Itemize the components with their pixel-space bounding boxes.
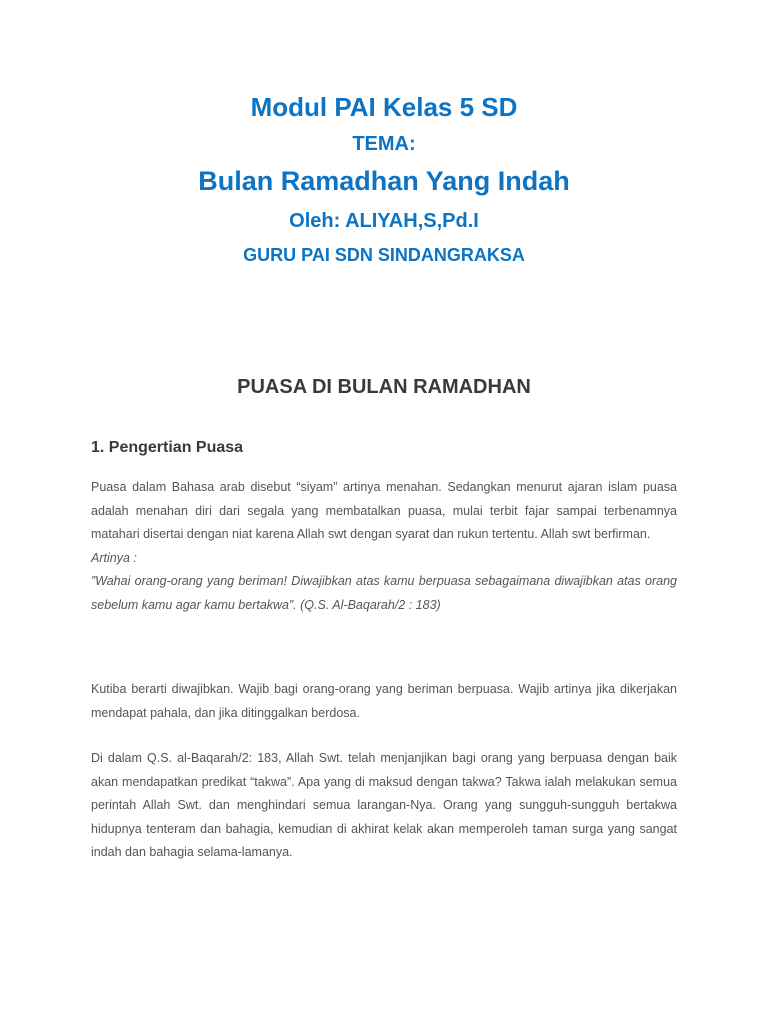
artinya-label: Artinya : <box>91 550 137 565</box>
quran-quote: ”Wahai orang-orang yang beriman! Diwajibkan atas kamu berpuasa sebagaimana diwajibkan atas orang sebelum kamu agar kamu bertakwa”. (Q.S. Al-Baqarah/2 : 183) <box>91 574 677 612</box>
section-heading: PUASA DI BULAN RAMADHAN <box>237 376 531 398</box>
theme-title: Bulan Ramadhan Yang Indah <box>198 166 570 196</box>
takwa-paragraph: Di dalam Q.S. al-Baqarah/2: 183, Allah Swt. telah menjanjikan bagi orang yang berpuasa dengan baik akan mendapatkan predikat “takwa”. Apa yang di maksud dengan takwa? Takwa ialah melakukan semua perintah Allah Swt. dan menghindari semua larangan-Nya. Orang yang sungguh-sungguh bertakwa hidupnya tenteram dan bahagia, kemudian di akhirat kelak akan memperoleh taman surga yang sangat indah dan bahagia selama-lamanya. <box>91 751 677 859</box>
kutiba-paragraph: Kutiba berarti diwajibkan. Wajib bagi orang-orang yang beriman berpuasa. Wajib artinya jika dikerjakan mendapat pahala, dan jika ditinggalkan berdosa. <box>91 682 677 720</box>
author-line: Oleh: ALIYAH,S,Pd.I <box>289 210 479 232</box>
definition-paragraph <box>91 476 677 617</box>
subsection-heading: 1. Pengertian Puasa <box>91 439 244 456</box>
definition-text: Puasa dalam Bahasa arab disebut “siyam” artinya menahan. Sedangkan menurut ajaran islam puasa adalah menahan diri dari segala yang membatalkan puasa, mulai terbit fajar sampai terbenamnya matahari disertai dengan niat karena Allah swt dengan syarat dan rukun tertentu. Allah swt berfirman. <box>91 480 677 541</box>
tema-label: TEMA: <box>352 133 416 155</box>
document-title: Modul PAI Kelas 5 SD <box>250 92 518 122</box>
school-line: GURU PAI SDN SINDANGRAKSA <box>243 245 525 265</box>
